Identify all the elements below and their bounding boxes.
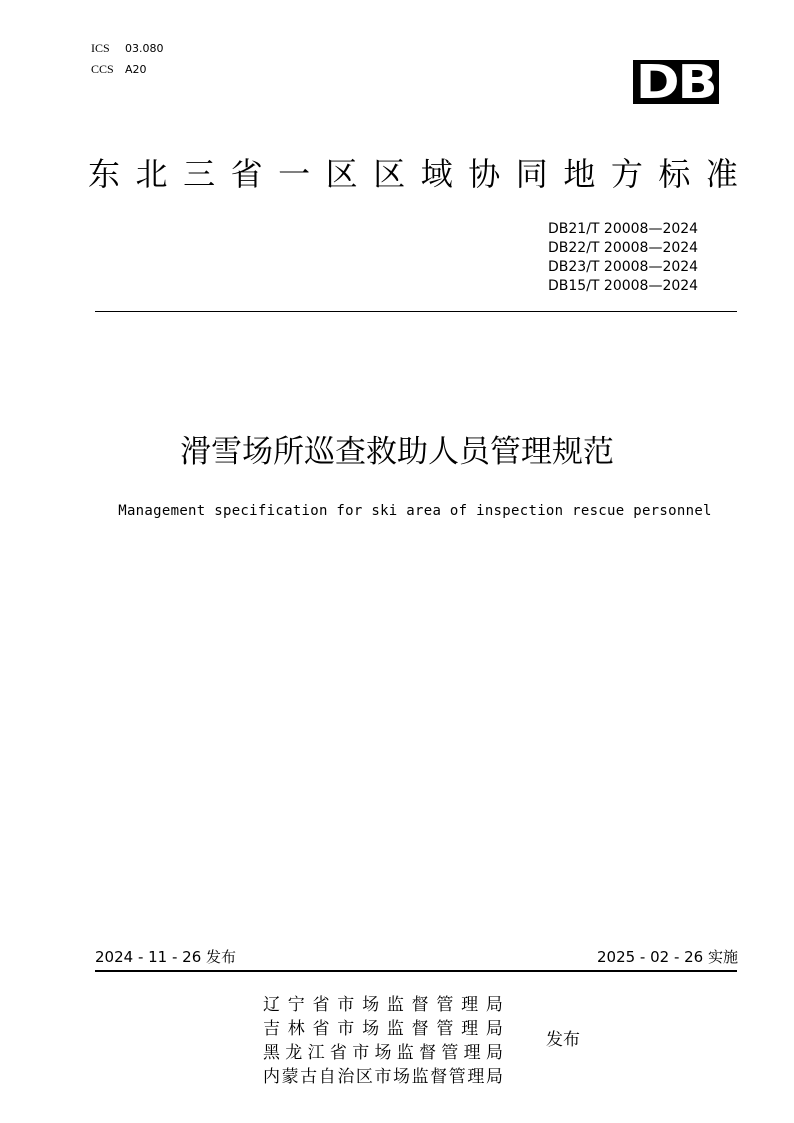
standard-codes (548, 220, 720, 296)
issue-label: 发布 (546, 1030, 580, 1050)
document-subtitle-english: Management specification for ski area of inspection rescue personnel (118, 503, 712, 519)
heading-char: 区 (325, 155, 358, 193)
heading-char: 省 (230, 155, 263, 193)
issuer-line: 吉 林 省 市 场 监 督 管 理 局 (263, 1019, 503, 1039)
heading-char: 同 (515, 155, 548, 193)
issuer-line: 黑 龙 江 省 市 场 监 督 管 理 局 (263, 1043, 503, 1063)
standard-type-heading (88, 152, 738, 196)
heading-char: 东 (88, 155, 121, 193)
heading-char: 准 (705, 155, 738, 193)
header-divider (95, 311, 737, 312)
heading-char: 一 (278, 155, 311, 193)
heading-char: 标 (658, 155, 691, 193)
implement-date: 2025 - 02 - 26 实施 (596, 948, 738, 966)
ccs-value: A20 (125, 63, 147, 76)
heading-char: 地 (563, 155, 596, 193)
ccs-line (91, 59, 164, 80)
heading-char: 三 (183, 155, 216, 193)
ics-value: 03.080 (125, 42, 164, 55)
publish-date: 2024 - 11 - 26 发布 (95, 948, 237, 966)
issuer-line: 辽 宁 省 市 场 监 督 管 理 局 (263, 995, 503, 1015)
heading-char: 方 (610, 155, 643, 193)
heading-char: 北 (135, 155, 168, 193)
heading-char: 域 (420, 155, 453, 193)
ics-label: ICS (91, 41, 110, 55)
standard-code: DB23/T 20008—2024 (548, 259, 699, 275)
issuing-authorities (263, 993, 503, 1089)
db-logo: DB (633, 60, 719, 104)
ics-line (91, 38, 164, 59)
ccs-label: CCS (91, 62, 114, 76)
footer-divider (95, 970, 737, 972)
standard-code: DB15/T 20008—2024 (548, 278, 699, 294)
heading-char: 区 (373, 155, 406, 193)
classification-codes (91, 38, 164, 80)
standard-code: DB22/T 20008—2024 (548, 240, 699, 256)
heading-char: 协 (468, 155, 501, 193)
standard-code: DB21/T 20008—2024 (548, 221, 699, 237)
issuer-line: 内 蒙 古 自 治 区 市 场 监 督 管 理 局 (263, 1067, 503, 1087)
document-title: 滑雪场所巡查救助人员管理规范 (180, 434, 614, 470)
